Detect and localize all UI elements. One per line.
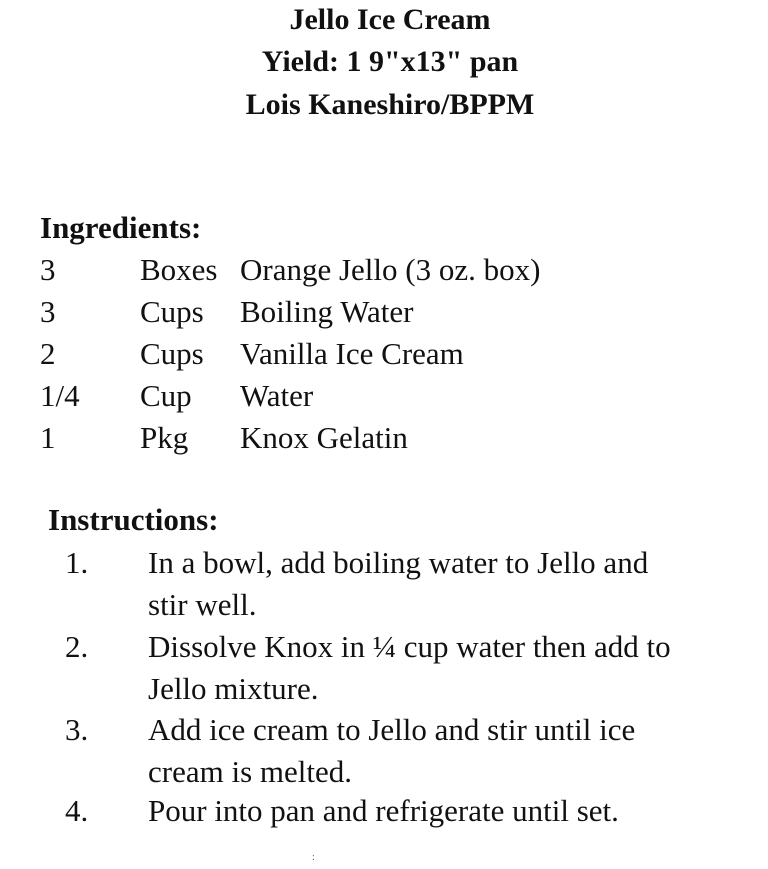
ingredient-qty: 1: [40, 420, 56, 455]
ingredient-qty: 1/4: [40, 378, 80, 413]
ingredient-unit: Boxes: [140, 252, 218, 287]
step-text-line: cream is melted.: [148, 754, 352, 789]
step-number: 3.: [65, 712, 89, 747]
footer-mark: :: [312, 852, 315, 863]
ingredient-qty: 3: [40, 294, 56, 329]
ingredient-name: Boiling Water: [240, 294, 414, 329]
ingredient-row: [40, 294, 740, 336]
step-text-line: In a bowl, add boiling water to Jello and: [148, 545, 649, 580]
step-text-line: stir well.: [148, 587, 257, 622]
recipe-title: Jello Ice Cream: [289, 3, 491, 36]
ingredient-row: [40, 420, 740, 462]
ingredient-name: Knox Gelatin: [240, 420, 408, 455]
ingredient-unit: Cup: [140, 378, 192, 413]
step-text-line: Pour into pan and refrigerate until set.: [148, 793, 619, 828]
ingredient-row: [40, 378, 740, 420]
ingredient-name: Orange Jello (3 oz. box): [240, 252, 541, 287]
instructions-heading: Instructions:: [48, 502, 219, 537]
step-text-line: Dissolve Knox in ¼ cup water then add to: [148, 629, 671, 664]
ingredient-name: Vanilla Ice Cream: [240, 336, 464, 371]
step-text-line: Jello mixture.: [148, 671, 319, 706]
ingredient-qty: 2: [40, 336, 56, 371]
ingredient-row: [40, 252, 740, 294]
ingredient-unit: Pkg: [140, 420, 189, 455]
ingredient-qty: 3: [40, 252, 56, 287]
ingredients-heading: Ingredients:: [40, 210, 202, 245]
ingredient-unit: Cups: [140, 294, 204, 329]
ingredient-unit: Cups: [140, 336, 204, 371]
recipe-yield: Yield: 1 9"x13" pan: [261, 45, 519, 78]
step-text-line: Add ice cream to Jello and stir until ice: [148, 712, 636, 747]
step-number: 2.: [65, 629, 89, 664]
recipe-author: Lois Kaneshiro/BPPM: [245, 88, 535, 121]
step-number: 1.: [65, 545, 89, 580]
ingredient-row: [40, 336, 740, 378]
ingredient-name: Water: [240, 378, 314, 413]
step-number: 4.: [65, 793, 89, 828]
